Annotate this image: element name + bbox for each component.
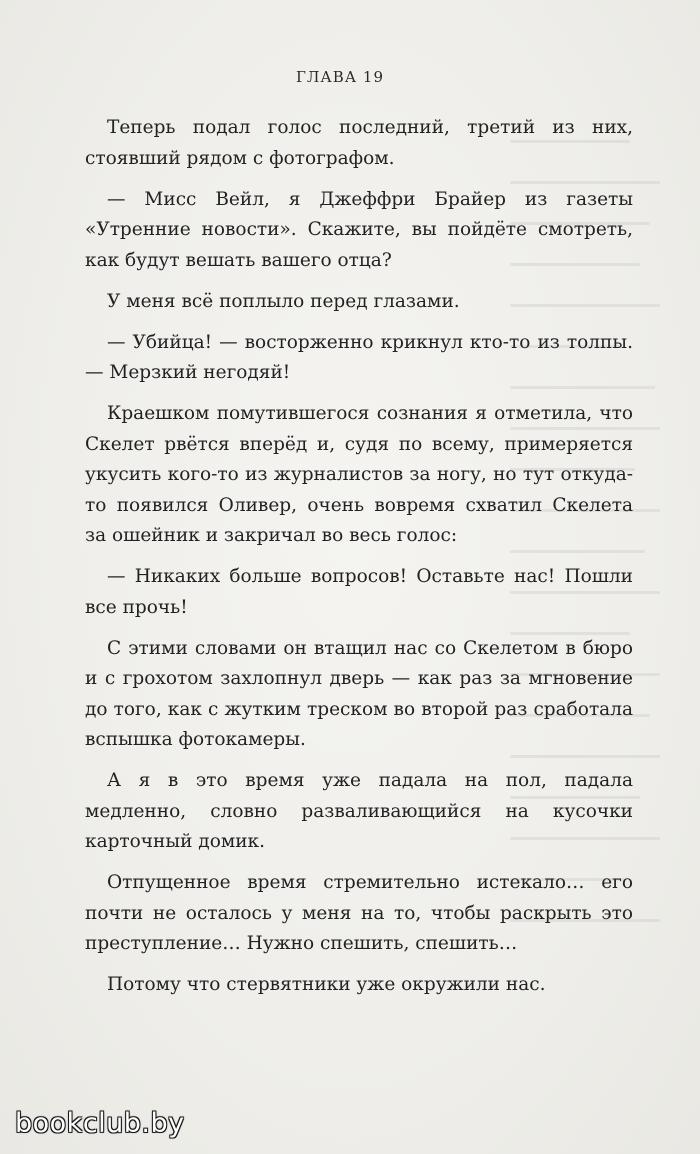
body-text xyxy=(85,113,633,1001)
paragraph: — Никаких больше вопросов! Оставьте нас! Пошли все прочь! xyxy=(85,566,633,618)
paragraph: Потому что стервятники уже окружили нас. xyxy=(107,974,546,995)
paragraph: С этими словами он втащил нас со Скелетом в бюро и с грохотом захлопнул дверь — как раз за мгновение до того, как с жутким треском во второй раз сработала вспышка фотокамеры. xyxy=(85,637,633,750)
watermark: bookclub.by xyxy=(15,1108,185,1139)
paragraph: — Убийца! — восторженно крикнул кто-то из толпы. — Мерзкий негодяй! xyxy=(85,331,633,383)
paragraph: Краешком помутившегося сознания я отметила, что Скелет рвётся вперёд и, судя по всему, примеряется укусить кого-то из журналистов за ногу, но тут откуда-то появился Оливер, очень вовремя схватил Скелета за ошейник и закричал во весь голос: xyxy=(85,403,633,546)
paragraph: — Мисс Вейл, я Джеффри Брайер из газеты «Утренние новости». Скажите, вы пойдёте смотреть, как будут вешать вашего отца? xyxy=(85,188,633,271)
paragraph: Теперь подал голос последний, третий из них, стоявший рядом с фотографом. xyxy=(85,117,633,169)
paragraph: Отпущенное время стремительно истекало… его почти не осталось у меня на то, чтобы раскрыть это преступление… Нужно спешить, спешить… xyxy=(85,872,633,954)
paragraph: У меня всё поплыло перед глазами. xyxy=(107,290,460,312)
chapter-heading: ГЛАВА 19 xyxy=(295,68,385,86)
paragraph: А я в это время уже падала на пол, падала медленно, словно разваливающийся на кусочки карточный домик. xyxy=(85,770,633,852)
